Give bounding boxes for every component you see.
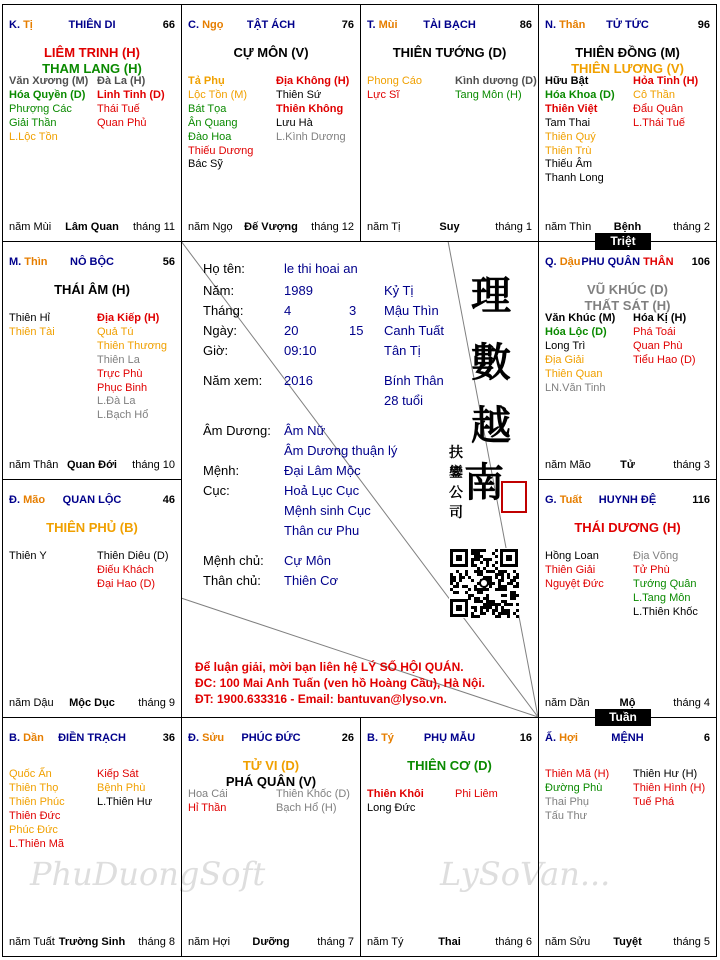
center-lunar-value: 15	[349, 323, 364, 338]
palace-footer	[9, 697, 175, 709]
minor-star: Kình dương (D)	[455, 75, 537, 87]
footer-year: năm Tị	[367, 221, 401, 233]
footer-year: năm Mão	[545, 459, 591, 471]
minor-star: L.Tang Môn	[633, 591, 691, 604]
minor-stars-left	[9, 768, 65, 851]
center-label: Mệnh:	[203, 463, 240, 478]
palace-age: 76	[341, 19, 354, 31]
palace-position: B. Dần	[9, 732, 44, 744]
palace-name: QUAN LỘC	[62, 494, 122, 506]
center-value: 20	[284, 323, 299, 338]
minor-stars-left	[188, 75, 253, 172]
main-star: THẤT SÁT (H)	[584, 298, 671, 313]
footer-month: tháng 5	[673, 936, 710, 948]
minor-star: Thiên Mã (H)	[545, 768, 610, 780]
minor-stars-right	[97, 312, 167, 423]
main-star: THIÊN PHỦ (B)	[46, 520, 138, 535]
palace-dan	[2, 717, 182, 957]
minor-star: Phục Binh	[97, 381, 148, 394]
minor-star: LN.Văn Tinh	[545, 381, 606, 394]
minor-star: L.Thiên Khốc	[633, 605, 698, 618]
center-label: Giờ:	[203, 343, 229, 358]
minor-stars-left	[9, 312, 55, 340]
palace-position: T. Mùi	[367, 19, 398, 31]
minor-star: Đại Hao (D)	[97, 577, 156, 590]
footer-stage: Tử	[620, 459, 635, 471]
center-value: Mệnh sinh Cục	[284, 503, 371, 518]
palace-than	[538, 4, 717, 242]
minor-star: Tiểu Hao (D)	[633, 353, 696, 366]
center-value: 2016	[284, 373, 313, 388]
minor-star: Thai Phụ	[545, 795, 590, 808]
footer-year: năm Ngọ	[188, 221, 233, 233]
center-label: Ngày:	[203, 323, 237, 338]
minor-star: Thiên Phúc	[9, 795, 65, 808]
minor-star: Trực Phù	[97, 367, 143, 380]
minor-star: Giải Thần	[9, 116, 57, 129]
palace-footer	[545, 697, 710, 709]
palace-header	[545, 256, 710, 270]
palace-footer	[545, 221, 710, 233]
center-value: Thiên Cơ	[284, 573, 339, 588]
palace-age: 66	[162, 19, 175, 31]
palace-header	[367, 19, 532, 33]
minor-star: Thiên Hư (H)	[633, 768, 698, 780]
center-label: Năm:	[203, 283, 235, 298]
center-canchi: Canh Tuất	[384, 323, 444, 338]
footer-stage: Dưỡng	[252, 936, 290, 948]
minor-stars-left	[545, 768, 609, 824]
center-canchi: Bính Thân	[384, 373, 444, 388]
palace-header	[545, 494, 710, 508]
center-value: Âm Dương thuận lý	[284, 443, 398, 458]
minor-star: Thiên Trù	[545, 144, 592, 157]
minor-star: Đẩu Quân	[633, 102, 684, 115]
minor-star: Phá Toái	[633, 325, 676, 338]
footer-month: tháng 12	[311, 221, 354, 233]
palace-name: THIÊN DI	[68, 19, 116, 31]
minor-star: Thái Tuế	[97, 102, 140, 115]
palace-footer	[188, 936, 354, 948]
minor-star: Long Trì	[545, 339, 586, 352]
footer-stage: Bệnh	[613, 221, 642, 233]
palace-header	[188, 732, 354, 746]
main-stars	[543, 45, 712, 77]
footer-year: năm Sửu	[545, 936, 591, 948]
minor-stars-left	[545, 312, 615, 395]
palace-position: Q. Dậu	[545, 256, 581, 268]
center-value: Cự Môn	[284, 553, 331, 568]
palace-tuat	[538, 479, 717, 718]
minor-star: L.Thiên Mã	[9, 837, 65, 850]
center-value: Âm Nữ	[284, 423, 326, 438]
minor-star: Lộc Tồn (M)	[188, 88, 248, 101]
minor-star: Bệnh Phù	[97, 781, 146, 794]
minor-star: Hóa Khoa (D)	[545, 88, 615, 101]
footer-stage: Tuyệt	[613, 936, 642, 948]
center-canchi: Kỷ Tị	[384, 283, 414, 298]
main-star: THIÊN CƠ (D)	[407, 758, 492, 773]
main-star: LIÊM TRINH (H)	[43, 45, 141, 60]
red-seal-icon	[501, 481, 527, 513]
palace-footer	[545, 936, 710, 948]
minor-star: Điếu Khách	[97, 563, 154, 576]
footer-year: năm Mùi	[9, 221, 52, 233]
palace-thin	[2, 241, 182, 480]
minor-star: Thiên Diêu (D)	[97, 550, 169, 562]
main-stars	[7, 520, 177, 536]
minor-star: Tang Môn (H)	[455, 88, 522, 101]
minor-star: Tam Thai	[545, 116, 591, 129]
center-value: 1989	[284, 283, 313, 298]
palace-header	[9, 494, 175, 508]
minor-stars-left	[545, 75, 615, 186]
footer-stage: Suy	[439, 221, 460, 233]
palace-age: 16	[519, 732, 532, 744]
palace-header	[9, 256, 175, 270]
palace-position: B. Tý	[367, 732, 394, 744]
minor-star: Hóa Kị (H)	[633, 312, 687, 324]
center-label: Năm xem:	[203, 373, 263, 388]
minor-stars-right	[97, 550, 169, 592]
palace-age: 96	[697, 19, 710, 31]
minor-star: Thiên Việt	[545, 102, 598, 115]
minor-star: Tả Phụ	[188, 75, 225, 87]
minor-star: Thiên Giải	[545, 563, 596, 576]
qr-code-icon	[449, 548, 519, 618]
center-label: Họ tên:	[203, 261, 245, 276]
palace-mui	[360, 4, 539, 242]
minor-star: Thiên Sứ	[276, 88, 322, 101]
minor-star: Thiên Hình (H)	[633, 781, 706, 794]
minor-star: Địa Không (H)	[276, 75, 350, 87]
minor-star: Lực Sĩ	[367, 88, 400, 101]
calligraphy-small-char: 鑾	[449, 465, 463, 481]
main-star: CỰ MÔN (V)	[233, 45, 309, 60]
palace-name: ĐIỀN TRẠCH	[58, 732, 126, 744]
minor-stars-left	[188, 788, 228, 816]
minor-star: Tuế Phá	[633, 795, 675, 808]
footer-month: tháng 4	[673, 697, 710, 709]
minor-stars-right	[97, 75, 165, 131]
palace-footer	[9, 936, 175, 948]
minor-star: Hóa Lộc (D)	[545, 325, 607, 338]
palace-position: Ấ. Hợi	[545, 732, 578, 744]
calligraphy-small-char: 公	[449, 485, 463, 501]
footer-year: năm Tý	[367, 936, 404, 948]
palace-position: G. Tuất	[545, 494, 583, 506]
watermark-left: PhuDuongSoft	[30, 855, 266, 893]
minor-star: Hóa Quyền (D)	[9, 88, 86, 101]
calligraphy-char: 理	[471, 272, 511, 319]
palace-age: 6	[703, 732, 710, 744]
palace-name: HUYNH ĐỆ	[598, 494, 657, 506]
center-label: Tháng:	[203, 303, 244, 318]
main-star: THAM LANG (H)	[42, 61, 142, 76]
minor-star: Phong Cáo	[367, 75, 423, 87]
minor-star: Hỉ Thần	[188, 801, 227, 814]
contact-line: ĐC: 100 Mai Anh Tuấn (ven hồ Hoàng Cầu), Hà Nội.	[195, 676, 486, 690]
minor-stars-left	[367, 75, 422, 103]
palace-age: 36	[162, 732, 175, 744]
palace-header	[545, 732, 710, 746]
palace-header	[367, 732, 532, 746]
calligraphy-char: 數	[471, 339, 511, 386]
palace-position: Đ. Mão	[9, 494, 46, 506]
minor-star: Hữu Bật	[545, 75, 589, 87]
palace-footer	[188, 221, 354, 233]
minor-star: Thiên Quý	[545, 130, 596, 143]
palace-header	[9, 732, 175, 746]
center-label: Âm Dương:	[203, 423, 271, 438]
footer-month: tháng 9	[138, 697, 175, 709]
minor-star: Thiên Thọ	[9, 781, 59, 794]
palace-position: M. Thìn	[9, 256, 48, 268]
minor-star: Bác Sỹ	[188, 158, 223, 171]
palace-age: 116	[692, 494, 710, 506]
minor-star: Hồng Loan	[545, 550, 599, 562]
footer-month: tháng 1	[495, 221, 532, 233]
minor-star: Long Đức	[367, 801, 416, 814]
minor-star: Tử Phù	[633, 563, 670, 576]
minor-star: Thiên Khốc (D)	[276, 788, 350, 800]
main-star: PHÁ QUÂN (V)	[225, 774, 317, 789]
minor-stars-right	[633, 75, 698, 131]
main-star: TỬ VI (D)	[242, 758, 300, 773]
center-value: Thân cư Phu	[284, 523, 360, 538]
main-star: VŨ KHÚC (D)	[587, 282, 668, 297]
minor-star: Đà La (H)	[97, 75, 146, 87]
minor-star: Địa Giải	[545, 353, 585, 366]
minor-stars-right	[276, 788, 350, 816]
footer-stage: Đế Vượng	[244, 221, 298, 233]
minor-star: Địa Kiếp (H)	[97, 312, 160, 324]
minor-star: L.Thiên Hư	[97, 795, 153, 808]
main-star: THIÊN LƯƠNG (V)	[571, 61, 684, 76]
palace-footer	[9, 221, 175, 233]
palace-position: C. Ngọ	[188, 19, 224, 31]
footer-stage: Thai	[438, 936, 461, 948]
minor-star: Thanh Long	[545, 172, 604, 185]
palace-name: PHU QUÂN THÂN	[581, 256, 674, 268]
minor-stars-left	[367, 788, 424, 816]
minor-star: Hoa Cái	[188, 788, 228, 800]
footer-month: tháng 11	[132, 221, 175, 233]
minor-star: Thiên La	[97, 353, 140, 366]
palace-position: K. Tị	[9, 19, 33, 31]
palace-name: TỬ TỨC	[606, 19, 649, 31]
minor-star: L.Đà La	[97, 395, 136, 408]
footer-year: năm Dậu	[9, 697, 54, 709]
calligraphy-small-char: 扶	[449, 445, 463, 461]
minor-star: Thiên Không	[276, 102, 344, 115]
minor-star: Thiếu Âm	[545, 158, 593, 171]
minor-stars-right	[633, 768, 705, 810]
palace-age: 56	[162, 256, 175, 268]
footer-stage: Mộ	[619, 697, 636, 709]
minor-star: Thiên Đức	[9, 809, 61, 822]
footer-year: năm Thân	[9, 459, 59, 471]
palace-name: PHÚC ĐỨC	[241, 732, 301, 744]
palace-name: TẬT ÁCH	[246, 19, 296, 31]
contact-line: ĐT: 1900.633316 - Email: bantuvan@lyso.vn.	[195, 692, 447, 706]
center-label: Cục:	[203, 483, 230, 498]
minor-star: Cô Thần	[633, 88, 675, 101]
footer-year: năm Dần	[545, 697, 590, 709]
center-lunar-value: 3	[349, 303, 357, 318]
minor-star: Thiên Hỉ	[9, 312, 50, 324]
footer-year: năm Hợi	[188, 936, 231, 948]
minor-star: Phượng Các	[9, 102, 72, 115]
center-value: Hoả Lục Cục	[284, 483, 360, 498]
main-star: THÁI ÂM (H)	[54, 282, 130, 297]
palace-age: 46	[162, 494, 175, 506]
minor-star: Tấu Thư	[545, 809, 588, 822]
palace-age: 106	[691, 256, 710, 268]
minor-stars-left	[545, 550, 604, 592]
minor-stars-right	[633, 312, 696, 368]
center-value: le thi hoai an	[284, 261, 358, 276]
minor-star: Địa Võng	[633, 550, 679, 562]
minor-star: Quốc Ấn	[9, 768, 52, 780]
center-age: 28 tuổi	[384, 393, 424, 408]
palace-position: N. Thân	[545, 19, 586, 31]
palace-name: NÔ BỘC	[70, 256, 114, 268]
palace-hoi	[538, 717, 717, 957]
footer-stage: Mộc Dục	[69, 697, 115, 709]
footer-stage: Lâm Quan	[65, 221, 119, 233]
palace-name: PHỤ MẪU	[423, 732, 476, 744]
footer-year: năm Tuất	[9, 936, 55, 948]
calligraphy-char: 越	[471, 402, 511, 449]
minor-star: Thiên Y	[9, 550, 47, 562]
minor-star: Quan Phù	[633, 339, 683, 352]
footer-month: tháng 7	[317, 936, 354, 948]
center-value: 4	[284, 303, 292, 318]
minor-star: Linh Tinh (D)	[97, 88, 165, 101]
minor-star: Quả Tú	[97, 325, 134, 338]
footer-month: tháng 10	[132, 459, 175, 471]
center-label: Thân chủ:	[203, 573, 261, 588]
minor-star: Văn Xương (M)	[9, 75, 89, 87]
minor-star: Nguyệt Đức	[545, 577, 604, 590]
minor-star: Văn Khúc (M)	[545, 312, 616, 324]
palace-age: 86	[519, 19, 532, 31]
palace-tyy	[360, 717, 539, 957]
calligraphy-small-char: 司	[449, 505, 463, 521]
minor-star: Hỏa Tinh (H)	[633, 75, 699, 87]
minor-star: Đào Hoa	[188, 130, 232, 143]
palace-header	[545, 19, 710, 33]
footer-year: năm Thìn	[545, 221, 592, 233]
main-stars	[365, 45, 534, 61]
minor-star: Phúc Đức	[9, 823, 58, 836]
footer-stage: Trường Sinh	[58, 936, 126, 948]
main-stars	[543, 520, 712, 536]
minor-star: Phi Liêm	[455, 788, 498, 800]
palace-ty	[2, 4, 182, 242]
main-star: THIÊN TƯỚNG (D)	[392, 45, 507, 60]
minor-star: L.Bạch Hổ	[97, 409, 149, 422]
palace-mao	[2, 479, 182, 718]
minor-star: Thiếu Dương	[188, 144, 254, 157]
tuan-tag: Tuần	[595, 709, 651, 726]
minor-star: Thiên Thương	[97, 339, 168, 352]
triet-tag: Triệt	[595, 233, 651, 250]
footer-month: tháng 6	[495, 936, 532, 948]
footer-month: tháng 8	[138, 936, 175, 948]
minor-star: L.Kình Dương	[276, 130, 346, 143]
minor-star: Kiếp Sát	[97, 768, 139, 780]
palace-ngo	[181, 4, 361, 242]
minor-stars-right	[455, 75, 537, 103]
palace-position: Đ. Sửu	[188, 732, 225, 744]
minor-star: Đường Phù	[545, 781, 603, 794]
palace-footer	[545, 459, 710, 471]
minor-star: Lưu Hà	[276, 116, 313, 129]
minor-stars-right	[633, 550, 698, 620]
center-info	[181, 241, 538, 717]
main-stars	[365, 758, 534, 774]
contact-line: Để luận giải, mời bạn liên hệ LÝ SỐ HỘI QUÁN.	[195, 660, 464, 674]
center-value: 09:10	[284, 343, 317, 358]
palace-footer	[367, 936, 532, 948]
minor-star: Ân Quang	[188, 116, 238, 129]
main-stars	[7, 45, 177, 77]
minor-star: Quan Phủ	[97, 116, 147, 129]
palace-footer	[367, 221, 532, 233]
palace-age: 26	[341, 732, 354, 744]
center-canchi: Tân Tị	[384, 343, 421, 358]
minor-stars-right	[455, 788, 498, 802]
minor-star: L.Lộc Tồn	[9, 130, 58, 143]
main-stars	[186, 45, 356, 61]
footer-stage: Quan Đới	[67, 459, 117, 471]
palace-dau	[538, 241, 717, 480]
main-star: THÁI DƯƠNG (H)	[574, 520, 681, 535]
palace-header	[188, 19, 354, 33]
minor-star: Bạch Hổ (H)	[276, 801, 337, 814]
main-stars	[7, 282, 177, 298]
center-label: Mệnh chủ:	[203, 553, 264, 568]
minor-stars-left	[9, 550, 47, 564]
minor-star: Tướng Quân	[633, 577, 697, 590]
main-stars	[186, 758, 356, 790]
minor-star: Thiên Quan	[545, 367, 603, 380]
palace-name: MỆNH	[611, 732, 644, 744]
main-stars	[543, 282, 712, 314]
minor-star: Bát Tọa	[188, 102, 227, 115]
watermark-right: LySoVan...	[440, 855, 611, 893]
center-canchi: Mậu Thìn	[384, 303, 439, 318]
palace-header	[9, 19, 175, 33]
minor-stars-right	[97, 768, 152, 810]
center-value: Đại Lâm Mộc	[284, 463, 361, 478]
minor-star: L.Thái Tuế	[633, 116, 685, 129]
palace-footer	[9, 459, 175, 471]
minor-stars-left	[9, 75, 88, 145]
palace-suu	[181, 717, 361, 957]
footer-month: tháng 3	[673, 459, 710, 471]
main-star: THIÊN ĐỒNG (M)	[575, 45, 680, 60]
footer-month: tháng 2	[673, 221, 710, 233]
calligraphy-char: 南	[464, 459, 504, 506]
minor-star: Thiên Khôi	[367, 788, 424, 800]
minor-star: Thiên Tài	[9, 325, 55, 338]
minor-stars-right	[276, 75, 349, 145]
palace-name: TÀI BẠCH	[423, 19, 476, 31]
